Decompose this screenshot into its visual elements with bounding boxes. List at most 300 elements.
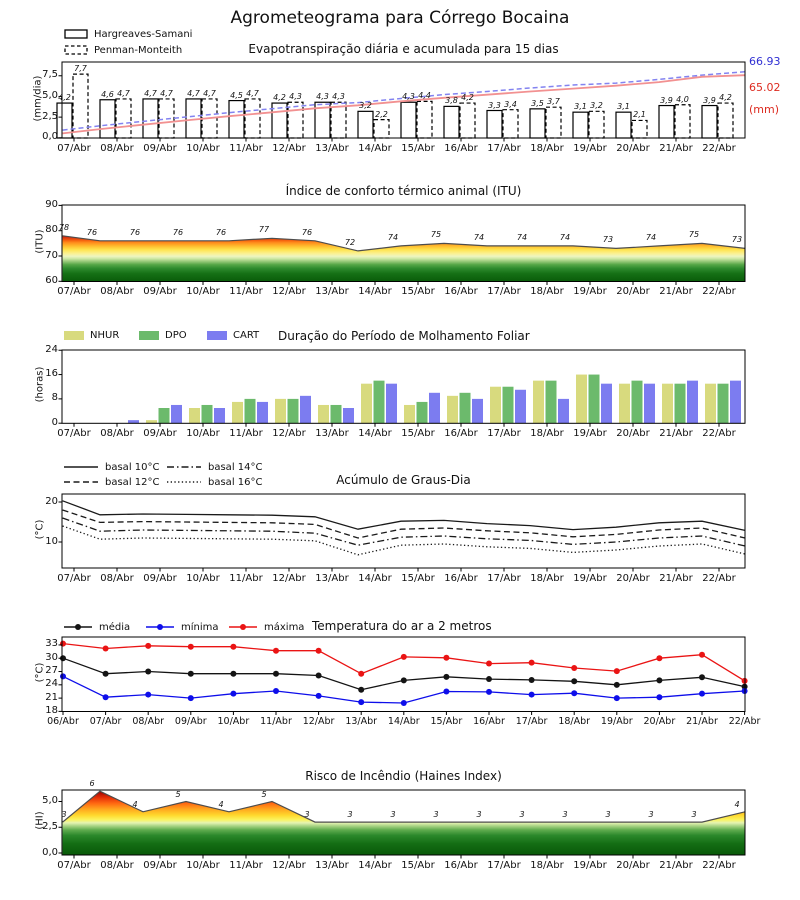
temperatura-x-tick-label: 08/Abr <box>132 716 165 727</box>
haines-point-value-label: 6 <box>89 779 95 789</box>
graus-dia-plot-border <box>62 494 745 568</box>
cart-bar <box>730 381 741 424</box>
penman-bar-value-label: 2,2 <box>375 109 388 119</box>
solid-bar-swatch-icon <box>64 27 88 41</box>
máxima-line <box>63 644 745 681</box>
mínima-marker <box>316 693 322 699</box>
graus-dia-x-tick-label: 16/Abr <box>444 572 478 584</box>
máxima-marker <box>60 641 66 647</box>
nhur-bar <box>361 384 372 424</box>
hargreaves-bar <box>659 106 674 138</box>
itu-x-tick-label: 14/Abr <box>358 286 392 297</box>
temperatura-y-tick-label: 30 <box>45 651 58 663</box>
evapotranspiracao-x-tick-label: 13/Abr <box>315 142 349 154</box>
máxima-marker <box>316 648 322 654</box>
haines-point-value-label: 4 <box>218 799 224 809</box>
molhamento-title: Duração do Período de Molhamento Foliar <box>278 329 530 343</box>
graus-dia-line-dashdot <box>63 518 745 546</box>
média-marker <box>273 671 279 677</box>
dpo-bar <box>718 384 729 424</box>
máxima-marker <box>699 652 705 658</box>
right-axis-unit-label: (mm) <box>749 103 780 116</box>
temperatura-x-tick-label: 20/Abr <box>643 716 676 727</box>
itu-point-value-label: 76 <box>129 227 141 237</box>
dotted-line-swatch-icon <box>166 477 202 487</box>
hargreaves-bar-value-label: 3,9 <box>660 95 673 105</box>
máxima-marker <box>486 661 492 667</box>
molhamento-foliar-x-tick-label: 22/Abr <box>702 427 736 439</box>
haines-y-axis-label: (HI) <box>34 811 46 830</box>
mínima-marker <box>230 691 236 697</box>
itu-point-value-label: 75 <box>430 230 442 240</box>
dpo-bar <box>675 384 686 424</box>
itu-y-tick-label: 60 <box>45 274 58 286</box>
haines-point-value-label: 3 <box>433 810 439 820</box>
itu-point-value-label: 72 <box>344 237 356 247</box>
dpo-bar <box>632 381 643 424</box>
accumulated-hargreaves-total: 65.02 <box>749 81 781 94</box>
graus-dia-x-tick-label: 08/Abr <box>100 572 134 584</box>
itu-y-tick-label: 70 <box>45 249 58 261</box>
penman-bar-value-label: 4,7 <box>117 88 130 98</box>
itu-x-tick-label: 09/Abr <box>143 286 177 297</box>
hargreaves-bar-value-label: 3,3 <box>488 100 501 110</box>
cart-bar <box>644 384 655 424</box>
temperatura-x-tick-label: 16/Abr <box>473 716 505 727</box>
itu-y-tick-label: 80 <box>45 224 58 236</box>
temperatura-x-tick-label: 19/Abr <box>600 716 633 727</box>
graus-dia-x-tick-label: 19/Abr <box>573 572 607 584</box>
evapotranspiracao-y-tick-label: 2,5 <box>42 110 58 122</box>
evapotranspiracao-x-tick-label: 09/Abr <box>143 142 177 154</box>
média-marker <box>145 669 151 675</box>
molhamento-foliar-x-tick-label: 12/Abr <box>272 427 306 439</box>
cart-bar <box>687 381 698 424</box>
penman-bar <box>718 103 733 138</box>
dpo-bar <box>589 375 600 424</box>
média-marker <box>316 673 322 679</box>
penman-bar <box>503 110 518 138</box>
hargreaves-bar <box>573 112 588 138</box>
itu-x-tick-label: 19/Abr <box>573 286 607 297</box>
mínima-marker <box>401 700 407 706</box>
dpo-bar <box>460 393 471 424</box>
dpo-bar <box>331 405 342 423</box>
legend-item-minima <box>145 619 219 635</box>
dpo-bar <box>202 405 213 423</box>
temperatura-x-tick-label: 06/Abr <box>47 716 79 727</box>
temperatura-x-tick-label: 11/Abr <box>260 716 292 727</box>
haines-point-value-label: 3 <box>562 810 568 820</box>
hargreaves-bar-value-label: 4,6 <box>101 89 114 99</box>
legend-item-basal12 <box>63 474 159 490</box>
evapotranspiracao-x-tick-label: 22/Abr <box>702 142 736 154</box>
média-marker <box>230 671 236 677</box>
penman-bar-value-label: 4,4 <box>418 91 431 101</box>
graus-dia-y-tick-label: 10 <box>45 535 58 547</box>
molhamento-foliar-x-tick-label: 09/Abr <box>143 427 177 439</box>
hargreaves-bar-value-label: 3,2 <box>359 101 372 111</box>
haines-x-tick-label: 13/Abr <box>315 859 349 871</box>
evapotranspiracao-y-tick-label: 0,0 <box>42 131 58 143</box>
molhamento-y-axis-label: (horas) <box>34 366 46 403</box>
itu-point-value-label: 77 <box>258 225 270 235</box>
molhamento-foliar-x-tick-label: 20/Abr <box>616 427 650 439</box>
mínima-marker <box>529 692 535 698</box>
penman-bar-value-label: 3,2 <box>590 101 603 111</box>
média-marker <box>486 676 492 682</box>
molhamento-foliar-x-tick-label: 16/Abr <box>444 427 478 439</box>
haines-x-tick-label: 21/Abr <box>659 859 693 871</box>
média-marker <box>401 677 407 683</box>
haines-point-value-label: 4 <box>132 799 138 809</box>
temperatura-x-tick-label: 22/Abr <box>728 716 761 727</box>
nhur-bar <box>189 408 200 423</box>
evapotranspiracao-x-tick-label: 08/Abr <box>100 142 134 154</box>
temperatura-y-tick-label: 33 <box>45 638 58 650</box>
cart-bar <box>214 408 225 423</box>
hargreaves-bar-value-label: 4,3 <box>402 92 415 102</box>
molhamento-foliar-x-tick-label: 13/Abr <box>315 427 349 439</box>
média-marker <box>358 687 364 693</box>
penman-bar-value-label: 7,7 <box>74 64 87 74</box>
molhamento-foliar-y-tick-label: 24 <box>45 343 58 355</box>
itu-x-tick-label: 15/Abr <box>401 286 435 297</box>
hargreaves-bar <box>702 106 717 138</box>
haines-x-tick-label: 09/Abr <box>143 859 177 871</box>
itu-x-tick-label: 18/Abr <box>530 286 564 297</box>
penman-bar <box>245 99 260 138</box>
graus-dia-x-tick-label: 18/Abr <box>530 572 564 584</box>
dashed-bar-swatch-icon <box>64 43 88 57</box>
penman-bar <box>460 103 475 138</box>
haines-point-value-label: 3 <box>519 810 525 820</box>
haines-x-tick-label: 12/Abr <box>272 859 306 871</box>
dashed-line-swatch-icon <box>63 477 99 487</box>
evapotranspiracao-x-tick-label: 11/Abr <box>229 142 263 154</box>
legend-label: CART <box>233 329 260 341</box>
temperatura-x-tick-label: 14/Abr <box>387 716 420 727</box>
hargreaves-bar <box>530 109 545 138</box>
molhamento-foliar-y-tick-label: 0 <box>51 416 58 428</box>
temperatura-title: Temperatura do ar a 2 metros <box>312 619 492 633</box>
hargreaves-bar-value-label: 3,5 <box>531 98 544 108</box>
mínima-marker <box>443 688 449 694</box>
graus-dia-x-tick-label: 14/Abr <box>358 572 392 584</box>
nhur-bar <box>447 396 458 423</box>
graus-dia-line-solid <box>63 501 745 531</box>
hargreaves-bar <box>487 111 502 138</box>
mínima-marker <box>571 690 577 696</box>
itu-point-value-label: 76 <box>86 227 98 237</box>
molhamento-foliar-x-tick-label: 19/Abr <box>573 427 607 439</box>
evapotranspiracao-x-tick-label: 15/Abr <box>401 142 435 154</box>
legend-label: basal 14°C <box>208 461 263 473</box>
legend-label: basal 16°C <box>208 476 263 488</box>
itu-point-value-label: 74 <box>387 232 399 242</box>
page-title: Agrometeograma para Córrego Bocaina <box>230 8 570 28</box>
temperatura-y-tick-label: 21 <box>45 691 58 703</box>
itu-x-tick-label: 07/Abr <box>57 286 91 297</box>
legend-item-basal14 <box>166 459 262 475</box>
mínima-marker <box>145 692 151 698</box>
legend-item-media <box>63 619 130 635</box>
mínima-marker <box>103 694 109 700</box>
haines-area <box>63 791 745 855</box>
graus-dia-x-tick-label: 17/Abr <box>487 572 521 584</box>
itu-x-tick-label: 10/Abr <box>186 286 220 297</box>
graus-dia-x-tick-label: 10/Abr <box>186 572 220 584</box>
molhamento-foliar-x-tick-label: 21/Abr <box>659 427 693 439</box>
temperatura-x-tick-label: 07/Abr <box>89 716 122 727</box>
itu-x-tick-label: 20/Abr <box>616 286 650 297</box>
temperatura-y-tick-label: 27 <box>45 665 58 677</box>
mínima-marker <box>614 695 620 701</box>
haines-x-tick-label: 10/Abr <box>186 859 220 871</box>
nhur-bar <box>533 381 544 424</box>
evapotranspiracao-x-tick-label: 07/Abr <box>57 142 91 154</box>
nhur-bar <box>232 402 243 423</box>
mínima-marker <box>188 695 194 701</box>
itu-point-value-label: 76 <box>301 227 313 237</box>
penman-bar-value-label: 4,3 <box>289 92 302 102</box>
haines-point-value-label: 3 <box>691 810 697 820</box>
haines-x-tick-label: 19/Abr <box>573 859 607 871</box>
haines-x-tick-label: 11/Abr <box>229 859 263 871</box>
haines-x-tick-label: 15/Abr <box>401 859 435 871</box>
molhamento-foliar-x-tick-label: 11/Abr <box>229 427 263 439</box>
haines-x-tick-label: 17/Abr <box>487 859 521 871</box>
hargreaves-bar-value-label: 3,9 <box>703 95 716 105</box>
haines-x-tick-label: 08/Abr <box>100 859 134 871</box>
penman-bar-value-label: 4,7 <box>203 88 216 98</box>
haines-point-value-label: 3 <box>304 810 310 820</box>
graus-dia-x-tick-label: 20/Abr <box>616 572 650 584</box>
máxima-marker <box>614 668 620 674</box>
hargreaves-bar <box>401 102 416 138</box>
legend-item-maxima <box>228 619 304 635</box>
temperatura-x-tick-label: 15/Abr <box>430 716 463 727</box>
itu-point-value-label: 74 <box>516 232 528 242</box>
temperatura-x-tick-label: 13/Abr <box>345 716 378 727</box>
itu-point-value-label: 73 <box>731 235 743 245</box>
evapotranspiracao-x-tick-label: 17/Abr <box>487 142 521 154</box>
graus-dia-y-axis-label: (°C) <box>34 519 46 540</box>
line-dot-swatch-icon <box>228 621 258 633</box>
máxima-marker <box>443 655 449 661</box>
molhamento-foliar-y-tick-label: 16 <box>45 368 58 380</box>
graus-dia-title: Acúmulo de Graus-Dia <box>336 473 471 487</box>
graus-dia-x-tick-label: 15/Abr <box>401 572 435 584</box>
penman-bar-value-label: 2,1 <box>633 110 646 120</box>
penman-bar-value-label: 4,7 <box>160 88 173 98</box>
nhur-bar <box>275 399 286 423</box>
itu-x-tick-label: 21/Abr <box>659 286 693 297</box>
molhamento-foliar-x-tick-label: 08/Abr <box>100 427 134 439</box>
haines-title: Risco de Incêndio (Haines Index) <box>305 769 502 783</box>
cart-swatch-icon <box>207 331 227 340</box>
haines-point-value-label: 5 <box>175 789 181 799</box>
haines-point-value-label: 3 <box>347 810 353 820</box>
evapotranspiracao-x-tick-label: 16/Abr <box>444 142 478 154</box>
temperatura-x-tick-label: 18/Abr <box>558 716 591 727</box>
dpo-bar <box>503 387 514 424</box>
média-marker <box>529 677 535 683</box>
penman-bar <box>675 105 690 138</box>
legend-item-hargreaves <box>64 26 192 42</box>
hargreaves-bar <box>100 100 115 138</box>
média-marker <box>699 674 705 680</box>
mínima-marker <box>60 673 66 679</box>
haines-point-value-label: 3 <box>61 810 67 820</box>
solid-line-swatch-icon <box>63 462 99 472</box>
legend-item-basal10 <box>63 459 159 475</box>
graus-dia-x-tick-label: 13/Abr <box>315 572 349 584</box>
itu-x-tick-label: 08/Abr <box>100 286 134 297</box>
dpo-bar <box>417 402 428 423</box>
haines-point-value-label: 3 <box>390 810 396 820</box>
haines-y-tick-label: 0,0 <box>42 846 58 858</box>
penman-bar <box>374 120 389 138</box>
máxima-marker <box>145 643 151 649</box>
haines-point-value-label: 3 <box>476 810 482 820</box>
itu-point-value-label: 74 <box>473 232 485 242</box>
penman-bar <box>546 107 561 138</box>
hargreaves-bar-value-label: 3,8 <box>445 96 458 106</box>
evapotranspiracao-x-tick-label: 10/Abr <box>186 142 220 154</box>
haines-x-tick-label: 16/Abr <box>444 859 478 871</box>
hargreaves-bar <box>229 101 244 138</box>
evapotranspiracao-x-tick-label: 20/Abr <box>616 142 650 154</box>
line-dot-swatch-icon <box>63 621 93 633</box>
molhamento-foliar-x-tick-label: 10/Abr <box>186 427 220 439</box>
penman-bar <box>589 111 604 138</box>
temperatura-y-tick-label: 18 <box>45 704 58 716</box>
temperatura-x-tick-label: 21/Abr <box>686 716 718 727</box>
evapo-title: Evapotranspiração diária e acumulada para 15 dias <box>248 42 559 56</box>
evapotranspiracao-x-tick-label: 12/Abr <box>272 142 306 154</box>
itu-y-tick-label: 90 <box>45 198 58 210</box>
hargreaves-bar <box>143 99 158 138</box>
dpo-swatch-icon <box>139 331 159 340</box>
itu-x-tick-label: 17/Abr <box>487 286 521 297</box>
nhur-bar <box>404 405 415 423</box>
haines-point-value-label: 5 <box>261 789 267 799</box>
itu-x-tick-label: 13/Abr <box>315 286 349 297</box>
itu-title: Índice de conforto térmico animal (ITU) <box>285 184 522 198</box>
haines-point-value-label: 3 <box>648 810 654 820</box>
hargreaves-bar-value-label: 3,1 <box>574 102 587 112</box>
molhamento-foliar-y-tick-label: 8 <box>51 392 58 404</box>
molhamento-foliar-x-tick-label: 15/Abr <box>401 427 435 439</box>
molhamento-foliar-x-tick-label: 17/Abr <box>487 427 521 439</box>
legend-item-penman <box>64 42 182 58</box>
itu-x-tick-label: 12/Abr <box>272 286 306 297</box>
haines-x-tick-label: 22/Abr <box>702 859 736 871</box>
mínima-marker <box>358 699 364 705</box>
dpo-bar <box>159 408 170 423</box>
média-marker <box>614 682 620 688</box>
cart-bar <box>300 396 311 423</box>
itu-point-value-label: 76 <box>215 227 227 237</box>
média-marker <box>443 674 449 680</box>
penman-bar-value-label: 4,2 <box>719 93 732 103</box>
haines-y-tick-label: 5,0 <box>42 795 58 806</box>
penman-bar <box>417 101 432 138</box>
média-marker <box>656 677 662 683</box>
legend-label: basal 12°C <box>105 476 160 488</box>
máxima-marker <box>230 644 236 650</box>
cart-bar <box>558 399 569 423</box>
máxima-marker <box>571 665 577 671</box>
hargreaves-bar-value-label: 4,3 <box>316 92 329 102</box>
nhur-bar <box>619 384 630 424</box>
cart-bar <box>429 393 440 424</box>
dpo-bar <box>374 381 385 424</box>
accumulated-penman-total: 66.93 <box>749 55 781 68</box>
hargreaves-bar-value-label: 4,5 <box>230 90 243 100</box>
evapo-y-axis-label: (mm/dia) <box>32 75 44 122</box>
temperatura-x-tick-label: 10/Abr <box>217 716 250 727</box>
máxima-marker <box>529 660 535 666</box>
hargreaves-bar-value-label: 4,2 <box>58 93 71 103</box>
line-dot-swatch-icon <box>145 621 175 633</box>
haines-x-tick-label: 18/Abr <box>530 859 564 871</box>
temperatura-y-axis-label: (°C) <box>34 662 46 683</box>
temperatura-x-tick-label: 09/Abr <box>174 716 207 727</box>
evapotranspiracao-y-tick-label: 7,5 <box>42 69 58 81</box>
máxima-marker <box>273 648 279 654</box>
itu-x-tick-label: 11/Abr <box>229 286 263 297</box>
temperatura-x-tick-label: 12/Abr <box>302 716 335 727</box>
penman-bar <box>116 99 131 138</box>
evapotranspiracao-y-tick-label: 5,0 <box>42 89 58 101</box>
penman-bar-value-label: 3,4 <box>504 99 517 109</box>
média-marker <box>103 671 109 677</box>
evapotranspiracao-x-tick-label: 18/Abr <box>530 142 564 154</box>
molhamento-foliar-x-tick-label: 14/Abr <box>358 427 392 439</box>
penman-bar-value-label: 4,2 <box>461 93 474 103</box>
máxima-marker <box>656 655 662 661</box>
penman-bar <box>632 120 647 138</box>
temperatura-x-tick-label: 17/Abr <box>515 716 548 727</box>
máxima-marker <box>103 645 109 651</box>
hargreaves-bar-value-label: 4,2 <box>273 93 286 103</box>
itu-point-value-label: 74 <box>559 232 571 242</box>
cart-bar <box>171 405 182 423</box>
máxima-marker <box>188 644 194 650</box>
dpo-bar <box>546 381 557 424</box>
média-marker <box>571 678 577 684</box>
graus-dia-x-tick-label: 21/Abr <box>659 572 693 584</box>
itu-point-value-label: 73 <box>602 235 614 245</box>
haines-point-value-label: 4 <box>734 799 740 809</box>
mínima-marker <box>699 691 705 697</box>
haines-point-value-label: 3 <box>605 810 611 820</box>
cart-bar <box>601 384 612 424</box>
cart-bar <box>343 408 354 423</box>
itu-point-value-label: 76 <box>172 227 184 237</box>
dpo-bar <box>288 399 299 423</box>
haines-x-tick-label: 20/Abr <box>616 859 650 871</box>
legend-item-basal16 <box>166 474 262 490</box>
legend-label: Hargreaves-Samani <box>94 28 193 40</box>
legend-item-nhur <box>64 327 119 343</box>
legend-label: máxima <box>264 621 305 633</box>
máxima-marker <box>358 671 364 677</box>
legend-label: DPO <box>165 329 187 341</box>
itu-x-tick-label: 16/Abr <box>444 286 478 297</box>
